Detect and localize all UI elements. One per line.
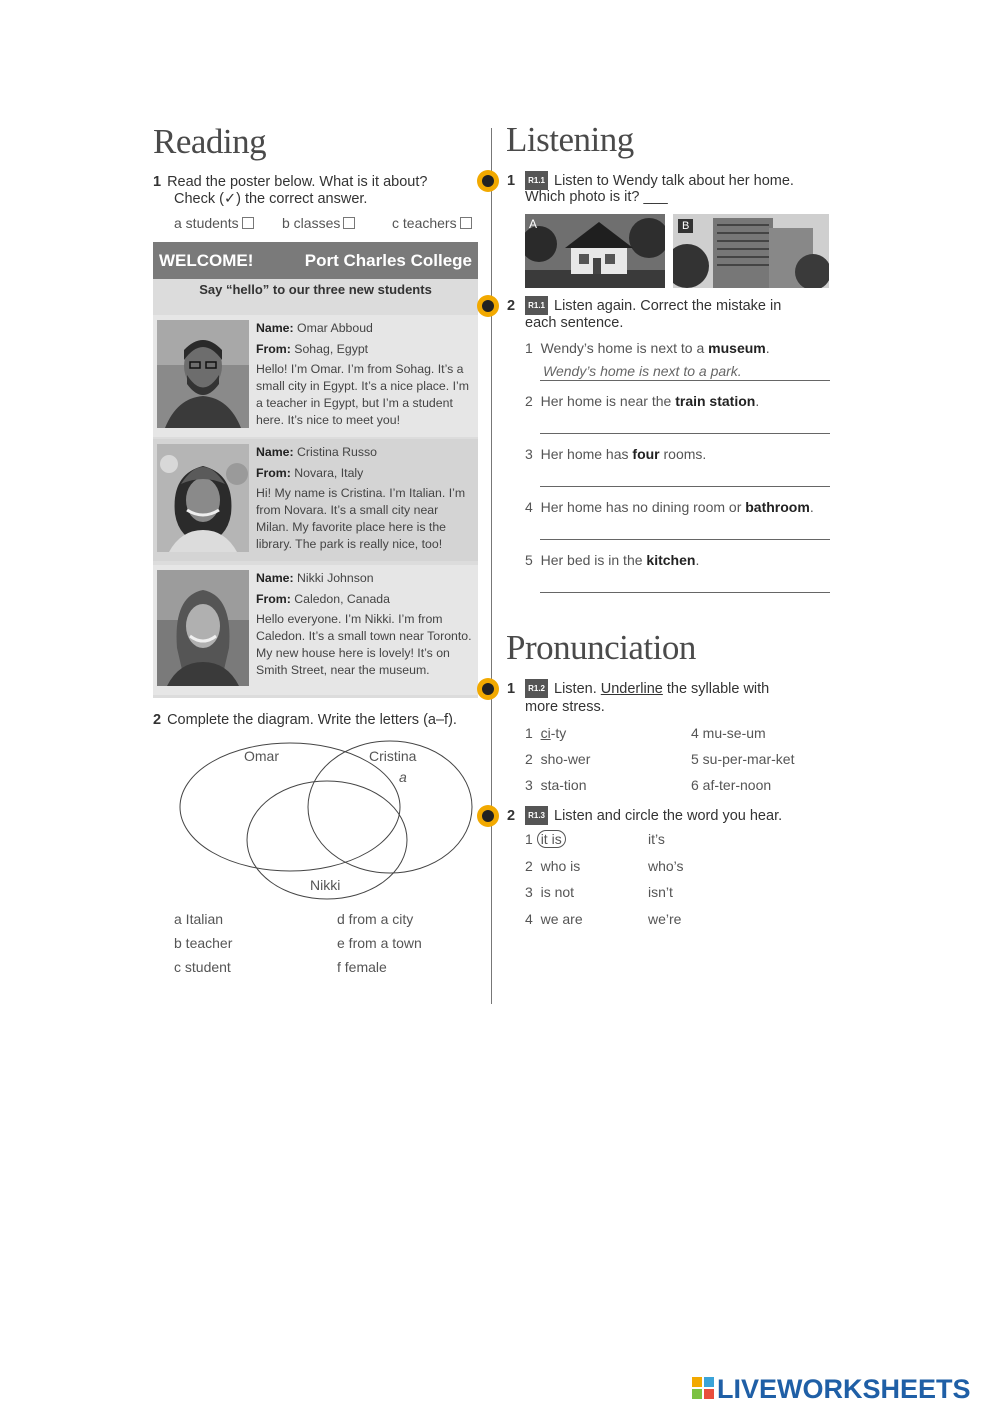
item-number: 2	[525, 393, 533, 409]
pronunciation-q1-line2: more stress.	[525, 699, 605, 715]
venn-label-cristina: Cristina	[369, 748, 417, 764]
student-from: Novara, Italy	[294, 466, 364, 480]
column-divider	[491, 128, 492, 1004]
photo-a-label: A	[529, 217, 538, 231]
item-bold: four	[632, 446, 660, 462]
word-option[interactable]: is not	[540, 884, 575, 900]
student-text-nikki	[256, 570, 474, 679]
student-message: Hello! I’m Omar. I’m from Sohag. It’s a small city in Egypt. It’s a nice place. I’m a teacher in Egypt, but I’m a student here. It’s nice to meet you!	[256, 362, 469, 427]
answer-line-4[interactable]	[540, 539, 830, 540]
reading-title: Reading	[153, 122, 267, 161]
audio-icon[interactable]	[477, 805, 499, 827]
item-number: 4	[525, 499, 533, 515]
liveworksheets-brand[interactable]: LIVEWORKSHEETS	[717, 1374, 971, 1404]
student-name: Nikki Johnson	[297, 571, 374, 585]
q2-text: Listen and circle the word you hear.	[554, 807, 783, 824]
word-option[interactable]: who is	[540, 858, 581, 874]
item-text-end: .	[765, 340, 770, 356]
q1-option-a-label: a students	[174, 215, 239, 231]
student-message: Hi! My name is Cristina. I’m Italian. I’m from Novara. It’s a small city near Milan. My favorite place here is the library. The park is really nice, too!	[256, 486, 466, 551]
row-number: 1	[525, 831, 533, 847]
q1-line2: Check (✓) the correct answer.	[174, 191, 368, 207]
q1-underline-word: Underline	[600, 680, 663, 697]
from-label: From:	[256, 466, 291, 480]
q1-line1: Read the poster below. What is it about?	[167, 174, 428, 190]
listening-q2	[477, 295, 781, 317]
word-option[interactable]: who’s	[648, 858, 684, 874]
sentence-item-2	[525, 393, 759, 409]
word-option[interactable]: we are	[540, 911, 583, 927]
sentence-item-4	[525, 499, 814, 515]
checkbox-teachers[interactable]	[460, 217, 472, 229]
student-card-cristina	[153, 439, 478, 561]
from-label: From:	[256, 342, 291, 356]
word-option[interactable]: isn’t	[648, 884, 673, 900]
q1-text-end: the syllable with	[662, 680, 770, 697]
row-number: 3	[525, 884, 533, 900]
audio-icon[interactable]	[477, 678, 499, 700]
word-number: 2	[525, 751, 533, 767]
listening-q2-number: 2	[507, 297, 516, 314]
item-bold: museum	[708, 340, 766, 356]
photo-b-label: B	[678, 219, 693, 233]
option-e: e from a town	[337, 935, 422, 951]
liveworksheets-logo-icon	[692, 1377, 714, 1399]
word-item-6[interactable]: 6 af-ter-noon	[691, 777, 772, 793]
audio-track-tag: R1.1	[525, 296, 548, 315]
pronunciation-q2-number: 2	[507, 807, 516, 824]
reading-q1	[153, 174, 427, 191]
name-label: Name:	[256, 445, 294, 459]
checkbox-students[interactable]	[242, 217, 254, 229]
word-number: 1	[525, 725, 533, 741]
student-card-nikki	[153, 565, 478, 695]
from-label: From:	[256, 592, 291, 606]
poster-welcome: WELCOME!	[159, 251, 254, 270]
venn-label-nikki: Nikki	[310, 877, 341, 893]
option-c: c student	[174, 959, 231, 975]
option-d: d from a city	[337, 911, 414, 927]
answer-line-1	[540, 380, 830, 381]
word-option[interactable]: it’s	[648, 831, 665, 847]
q2-number: 2	[153, 712, 162, 728]
student-text-cristina	[256, 444, 474, 553]
student-name: Omar Abboud	[297, 321, 373, 335]
word-rest: sta-tion	[540, 777, 587, 793]
listening-title: Listening	[506, 120, 634, 159]
item-bold: kitchen	[646, 552, 696, 568]
word-number: 3	[525, 777, 533, 793]
circle-row-4	[525, 911, 583, 927]
circle-row-3	[525, 884, 574, 900]
item-number: 5	[525, 552, 533, 568]
checkbox-classes[interactable]	[343, 217, 355, 229]
poster-college: Port Charles College	[304, 251, 472, 270]
student-message: Hello everyone. I’m Nikki. I’m from Caledon. It’s a small town near Toronto. My new house here is lovely! It’s on Smith Street, near the museum.	[256, 612, 472, 677]
q1-option-a	[174, 215, 254, 231]
pronunciation-title: Pronunciation	[506, 628, 696, 667]
option-f: f female	[337, 959, 387, 975]
listening-q1-number: 1	[507, 172, 516, 189]
q1-option-c-label: c teachers	[392, 215, 457, 231]
sentence-item-5	[525, 552, 699, 568]
circle-row-1	[525, 831, 566, 847]
photo-a	[525, 214, 665, 288]
word-item-5[interactable]: 5 su-per-mar-ket	[691, 751, 795, 767]
item-number: 1	[525, 340, 533, 356]
listening-q1-line1: Listen to Wendy talk about her home.	[554, 172, 794, 189]
word-item-3[interactable]	[525, 777, 587, 793]
audio-track-tag: R1.3	[525, 806, 548, 825]
poster-header	[153, 242, 478, 279]
listening-q1-line2: Which photo is it? ___	[525, 189, 668, 205]
word-rest: sho-wer	[540, 751, 591, 767]
student-from: Sohag, Egypt	[294, 342, 369, 356]
word-option-circled[interactable]: it is	[537, 830, 566, 848]
item-bold: train station	[675, 393, 756, 409]
pronunciation-q1-number: 1	[507, 680, 516, 697]
venn-answer-cristina[interactable]: a	[399, 769, 407, 785]
word-item-2[interactable]	[525, 751, 590, 767]
stressed-syllable: ci	[540, 725, 551, 741]
answer-field-1[interactable]: Wendy’s home is next to a park.	[543, 363, 742, 379]
audio-icon[interactable]	[477, 170, 499, 192]
item-text: Her home has	[540, 446, 633, 462]
student-card-omar	[153, 315, 478, 437]
listening-q2-line1: Listen again. Correct the mistake in	[554, 297, 782, 314]
item-text-end: .	[809, 499, 814, 515]
sentence-item-3	[525, 446, 706, 462]
word-item-1[interactable]	[525, 725, 566, 741]
word-item-4[interactable]: 4 mu-se-um	[691, 725, 766, 741]
option-a: a Italian	[174, 911, 224, 927]
item-number: 3	[525, 446, 533, 462]
word-option[interactable]: we’re	[648, 911, 682, 927]
name-label: Name:	[256, 571, 294, 585]
row-number: 4	[525, 911, 533, 927]
student-text-omar	[256, 320, 474, 429]
item-text-end: .	[695, 552, 700, 568]
answer-line-2[interactable]	[540, 433, 830, 434]
item-text-end: .	[755, 393, 760, 409]
item-text: Her bed is in the	[540, 552, 647, 568]
student-photo-cristina	[157, 444, 249, 552]
pronunciation-q2	[477, 805, 782, 827]
reading-q2	[153, 712, 457, 729]
item-text: Wendy’s home is next to a	[540, 340, 709, 356]
audio-icon[interactable]	[477, 295, 499, 317]
q1-option-b-label: b classes	[282, 215, 341, 231]
name-label: Name:	[256, 321, 294, 335]
word-rest: -ty	[550, 725, 567, 741]
student-photo-nikki	[157, 570, 249, 686]
listening-q2-line2: each sentence.	[525, 315, 624, 331]
row-number: 2	[525, 858, 533, 874]
q1-option-b	[282, 215, 355, 231]
item-text: Her home is near the	[540, 393, 676, 409]
poster-subtitle: Say “hello” to our three new students	[199, 282, 432, 297]
student-photo-omar	[157, 320, 249, 428]
pronunciation-q1	[477, 678, 769, 700]
photo-b	[673, 214, 829, 288]
audio-track-tag: R1.1	[525, 171, 548, 190]
circle-row-2	[525, 858, 580, 874]
item-text-end: rooms.	[659, 446, 707, 462]
item-text: Her home has no dining room or	[540, 499, 746, 515]
poster	[153, 242, 478, 698]
student-from: Caledon, Canada	[294, 592, 390, 606]
item-bold: bathroom	[745, 499, 810, 515]
answer-line-3[interactable]	[540, 486, 830, 487]
answer-line-5[interactable]	[540, 592, 830, 593]
q2-text: Complete the diagram. Write the letters (a–f).	[167, 712, 457, 728]
q1-text-start: Listen.	[554, 680, 601, 697]
sentence-item-1	[525, 340, 770, 356]
student-name: Cristina Russo	[297, 445, 377, 459]
audio-track-tag: R1.2	[525, 679, 548, 698]
option-b: b teacher	[174, 935, 233, 951]
q1-number: 1	[153, 174, 162, 190]
venn-label-omar: Omar	[244, 748, 279, 764]
q1-option-c	[392, 215, 472, 231]
